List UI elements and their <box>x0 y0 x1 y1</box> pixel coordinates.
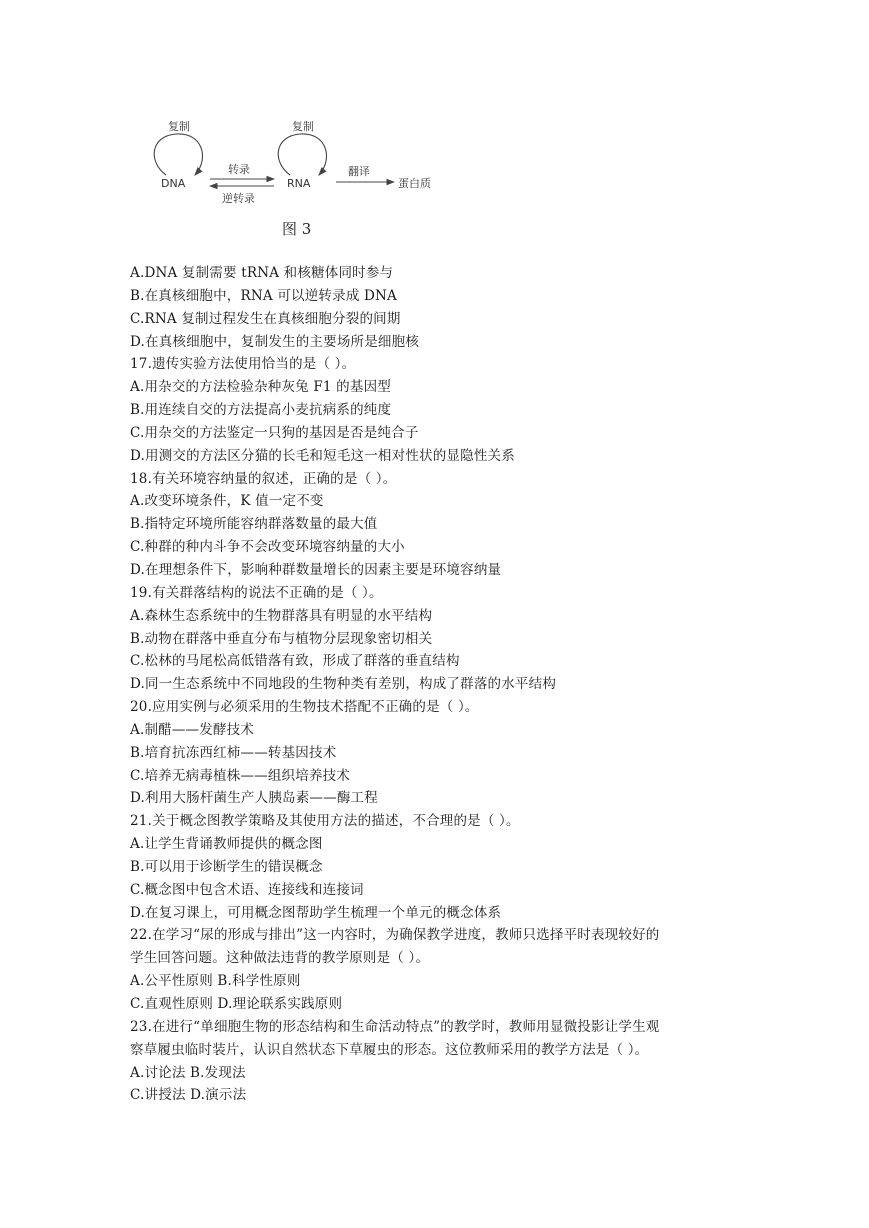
option-line: D.利用大肠杆菌生产人胰岛素——酶工程 <box>130 790 378 807</box>
option-line: D.在真核细胞中，复制发生的主要场所是细胞核 <box>130 333 420 350</box>
option-line: C.松林的马尾松高低错落有致，形成了群落的垂直结构 <box>130 653 460 670</box>
reverse-transcription-label: 逆转录 <box>222 192 255 205</box>
option-line: B.指特定环境所能容纳群落数量的最大值 <box>130 516 378 533</box>
question-17-stem: 17.遗传实验方法使用恰当的是（ ）。 <box>130 356 356 373</box>
question-21-stem: 21.关于概念图教学策略及其使用方法的描述，不合理的是（ ）。 <box>130 813 520 830</box>
dna-label: DNA <box>161 177 186 190</box>
option-line: C.直观性原则 D.理论联系实践原则 <box>130 996 343 1012</box>
option-line: C.种群的种内斗争不会改变环境容纳量的大小 <box>130 539 405 556</box>
question-22-stem: 22.在学习“尿的形成与排出”这一内容时，为确保教学进度，教师只选择平时表现较好的 <box>130 927 660 944</box>
option-line: A.制醋——发酵技术 <box>130 721 255 738</box>
option-line: A.DNA 复制需要 tRNA 和核糖体同时参与 <box>130 265 394 281</box>
option-line: B.在真核细胞中，RNA 可以逆转录成 DNA <box>130 287 398 304</box>
question-18-stem: 18.有关环境容纳量的叙述，正确的是（ ）。 <box>130 470 397 487</box>
figure-caption: 图 3 <box>282 220 312 238</box>
option-line: D.在理想条件下，影响种群数量增长的因素主要是环境容纳量 <box>130 561 502 578</box>
transcription-label: 转录 <box>228 163 250 176</box>
central-dogma-figure <box>140 110 460 240</box>
option-line: B.可以用于诊断学生的错误概念 <box>130 858 323 875</box>
option-line: A.改变环境条件，K 值一定不变 <box>130 493 324 510</box>
central-dogma-diagram <box>140 110 460 240</box>
option-line: A.讨论法 B.发现法 <box>130 1064 246 1081</box>
replication-label-left: 复制 <box>168 120 190 133</box>
translation-label: 翻译 <box>348 165 370 178</box>
rna-replication-loop <box>278 134 326 175</box>
option-line: D.在复习课上，可用概念图帮助学生梳理一个单元的概念体系 <box>130 904 502 921</box>
question-20-stem: 20.应用实例与必须采用的生物技术搭配不正确的是（ ）。 <box>130 699 479 716</box>
option-line: A.森林生态系统中的生物群落具有明显的水平结构 <box>130 607 433 624</box>
option-line: C.用杂交的方法鉴定一只狗的基因是否是纯合子 <box>130 424 419 441</box>
option-line: B.培育抗冻西红柿——转基因技术 <box>130 744 337 761</box>
option-line: C.培养无病毒植株——组织培养技术 <box>130 767 351 784</box>
question-23-stem: 23.在进行“单细胞生物的形态结构和生命活动特点”的教学时，教师用显微投影让学生观 <box>130 1018 660 1035</box>
question-text-block <box>130 262 750 1107</box>
dna-replication-loop <box>154 134 202 175</box>
option-line: B.用连续自交的方法提高小麦抗病系的纯度 <box>130 402 392 419</box>
option-line: C.RNA 复制过程发生在真核细胞分裂的间期 <box>130 310 401 327</box>
question-23-stem-cont: 察草履虫临时装片，认识自然状态下草履虫的形态。这位教师采用的教学方法是（ ）。 <box>130 1041 649 1058</box>
option-line: A.用杂交的方法检验杂种灰兔 F1 的基因型 <box>130 379 391 396</box>
option-line: A.让学生背诵教师提供的概念图 <box>130 836 323 853</box>
option-line: C.讲授法 D.演示法 <box>130 1087 247 1104</box>
option-line: A.公平性原则 B.科学性原则 <box>130 973 301 990</box>
question-22-stem-cont: 学生回答问题。这种做法违背的教学原则是（ ）。 <box>130 950 430 967</box>
rna-label: RNA <box>287 177 311 190</box>
question-19-stem: 19.有关群落结构的说法不正确的是（ ）。 <box>130 584 383 601</box>
option-line: C.概念图中包含术语、连接线和连接词 <box>130 881 364 898</box>
replication-label-right: 复制 <box>292 120 314 133</box>
protein-label: 蛋白质 <box>398 177 431 190</box>
option-line: B.动物在群落中垂直分布与植物分层现象密切相关 <box>130 630 433 647</box>
option-line: D.用测交的方法区分猫的长毛和短毛这一相对性状的显隐性关系 <box>130 447 515 464</box>
option-line: D.同一生态系统中不同地段的生物种类有差别，构成了群落的水平结构 <box>130 676 557 693</box>
